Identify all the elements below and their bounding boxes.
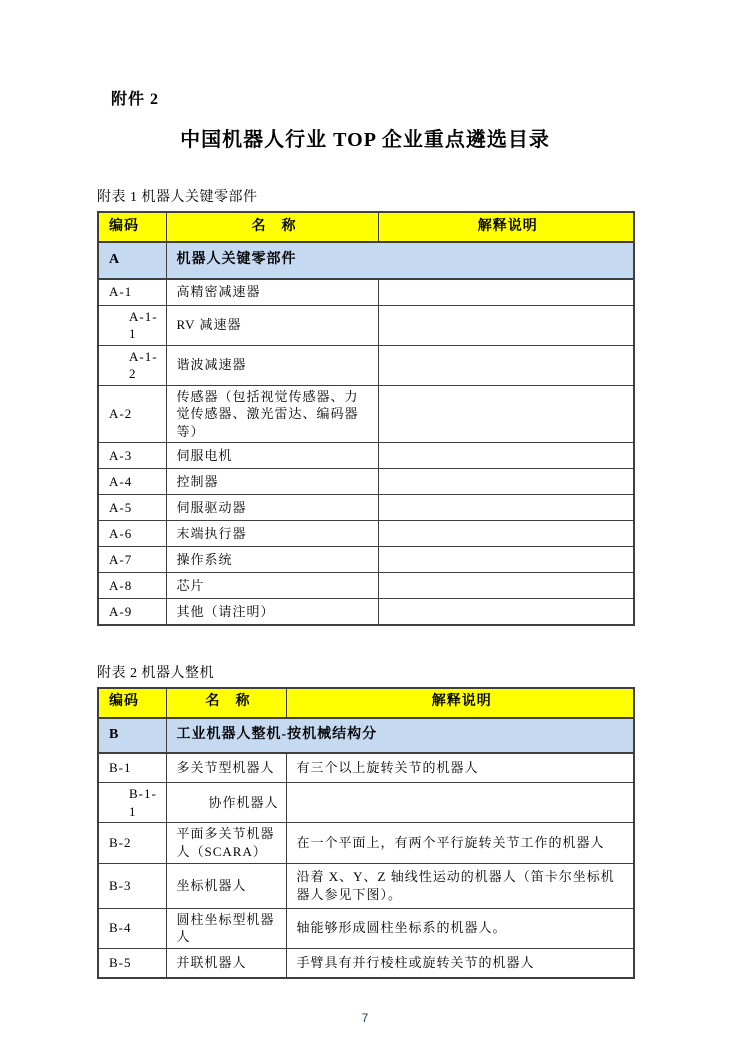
name-cell: 平面多关节机器人（SCARA） — [166, 823, 286, 863]
name-cell: 操作系统 — [166, 547, 378, 573]
desc-cell — [378, 345, 634, 385]
desc-cell: 在一个平面上，有两个平行旋转关节工作的机器人 — [286, 823, 634, 863]
table1-section-row — [98, 242, 634, 279]
desc-cell: 手臂具有并行棱柱或旋转关节的机器人 — [286, 948, 634, 978]
name-cell: 其他（请注明） — [166, 599, 378, 625]
name-cell: 多关节型机器人 — [166, 753, 286, 783]
name-cell: 伺服驱动器 — [166, 495, 378, 521]
code-cell: A-9 — [98, 599, 166, 625]
name-cell: 圆柱坐标型机器人 — [166, 908, 286, 948]
table1-header-row — [98, 212, 634, 242]
name-cell: 末端执行器 — [166, 521, 378, 547]
desc-cell — [286, 783, 634, 823]
table-row — [98, 345, 634, 385]
code-cell: B-5 — [98, 948, 166, 978]
table-row — [98, 305, 634, 345]
table-row — [98, 521, 634, 547]
name-cell: 芯片 — [166, 573, 378, 599]
code-cell: B-1-1 — [98, 783, 166, 823]
name-cell: 伺服电机 — [166, 443, 378, 469]
table2-section-row — [98, 718, 634, 753]
table-row — [98, 573, 634, 599]
table-row — [98, 443, 634, 469]
code-cell: A-1 — [98, 279, 166, 305]
code-cell: B-4 — [98, 908, 166, 948]
table1-caption: 附表 1 机器人关键零部件 — [97, 190, 258, 205]
code-cell: A-4 — [98, 469, 166, 495]
desc-cell: 轴能够形成圆柱坐标系的机器人。 — [286, 908, 634, 948]
name-cell: 控制器 — [166, 469, 378, 495]
desc-cell — [378, 521, 634, 547]
code-cell: B-2 — [98, 823, 166, 863]
desc-cell — [378, 599, 634, 625]
table1-key-components — [97, 211, 635, 626]
code-cell: A-3 — [98, 443, 166, 469]
table-row — [98, 279, 634, 305]
code-cell: B-3 — [98, 863, 166, 908]
table2-header-name: 名 称 — [166, 688, 286, 718]
name-cell: 协作机器人 — [166, 783, 286, 823]
table-row — [98, 753, 634, 783]
desc-cell: 沿着 X、Y、Z 轴线性运动的机器人（笛卡尔坐标机器人参见下图）。 — [286, 863, 634, 908]
page-title: 中国机器人行业 TOP 企业重点遴选目录 — [180, 129, 550, 151]
name-cell: 高精密减速器 — [166, 279, 378, 305]
table-row — [98, 469, 634, 495]
table-row — [98, 385, 634, 443]
name-cell: RV 减速器 — [166, 305, 378, 345]
name-cell: 坐标机器人 — [166, 863, 286, 908]
name-cell: 机器人关键零部件 — [166, 242, 634, 279]
name-cell: 传感器（包括视觉传感器、力觉传感器、激光雷达、编码器等） — [166, 385, 378, 443]
table2-caption: 附表 2 机器人整机 — [97, 665, 214, 681]
table-row — [98, 908, 634, 948]
table-row — [98, 863, 634, 908]
desc-cell: 有三个以上旋转关节的机器人 — [286, 753, 634, 783]
code-cell: A — [98, 242, 166, 279]
table2-header-row — [98, 688, 634, 718]
code-cell: A-1-2 — [98, 345, 166, 385]
desc-cell — [378, 547, 634, 573]
table-row — [98, 599, 634, 625]
name-cell: 谐波减速器 — [166, 345, 378, 385]
desc-cell — [378, 279, 634, 305]
desc-cell — [378, 573, 634, 599]
name-cell: 工业机器人整机-按机械结构分 — [166, 718, 634, 753]
name-cell: 并联机器人 — [166, 948, 286, 978]
table-row — [98, 948, 634, 978]
code-cell: A-2 — [98, 385, 166, 443]
attachment-label: 附件 2 — [111, 91, 160, 108]
desc-cell — [378, 385, 634, 443]
code-cell: B — [98, 718, 166, 753]
page-number: 7 — [361, 1011, 369, 1026]
code-cell: A-1-1 — [98, 305, 166, 345]
code-cell: A-5 — [98, 495, 166, 521]
table-row — [98, 823, 634, 863]
desc-cell — [378, 469, 634, 495]
table-row — [98, 783, 634, 823]
table1-header-code: 编码 — [98, 212, 166, 242]
desc-cell — [378, 443, 634, 469]
code-cell: A-7 — [98, 547, 166, 573]
table2-complete-robots — [97, 687, 635, 979]
code-cell: A-6 — [98, 521, 166, 547]
code-cell: B-1 — [98, 753, 166, 783]
desc-cell — [378, 305, 634, 345]
table2-header-code: 编码 — [98, 688, 166, 718]
table1-header-desc: 解释说明 — [378, 212, 634, 242]
code-cell: A-8 — [98, 573, 166, 599]
table-row — [98, 547, 634, 573]
table2-header-desc: 解释说明 — [286, 688, 634, 718]
table-row — [98, 495, 634, 521]
table1-header-name: 名 称 — [166, 212, 378, 242]
desc-cell — [378, 495, 634, 521]
